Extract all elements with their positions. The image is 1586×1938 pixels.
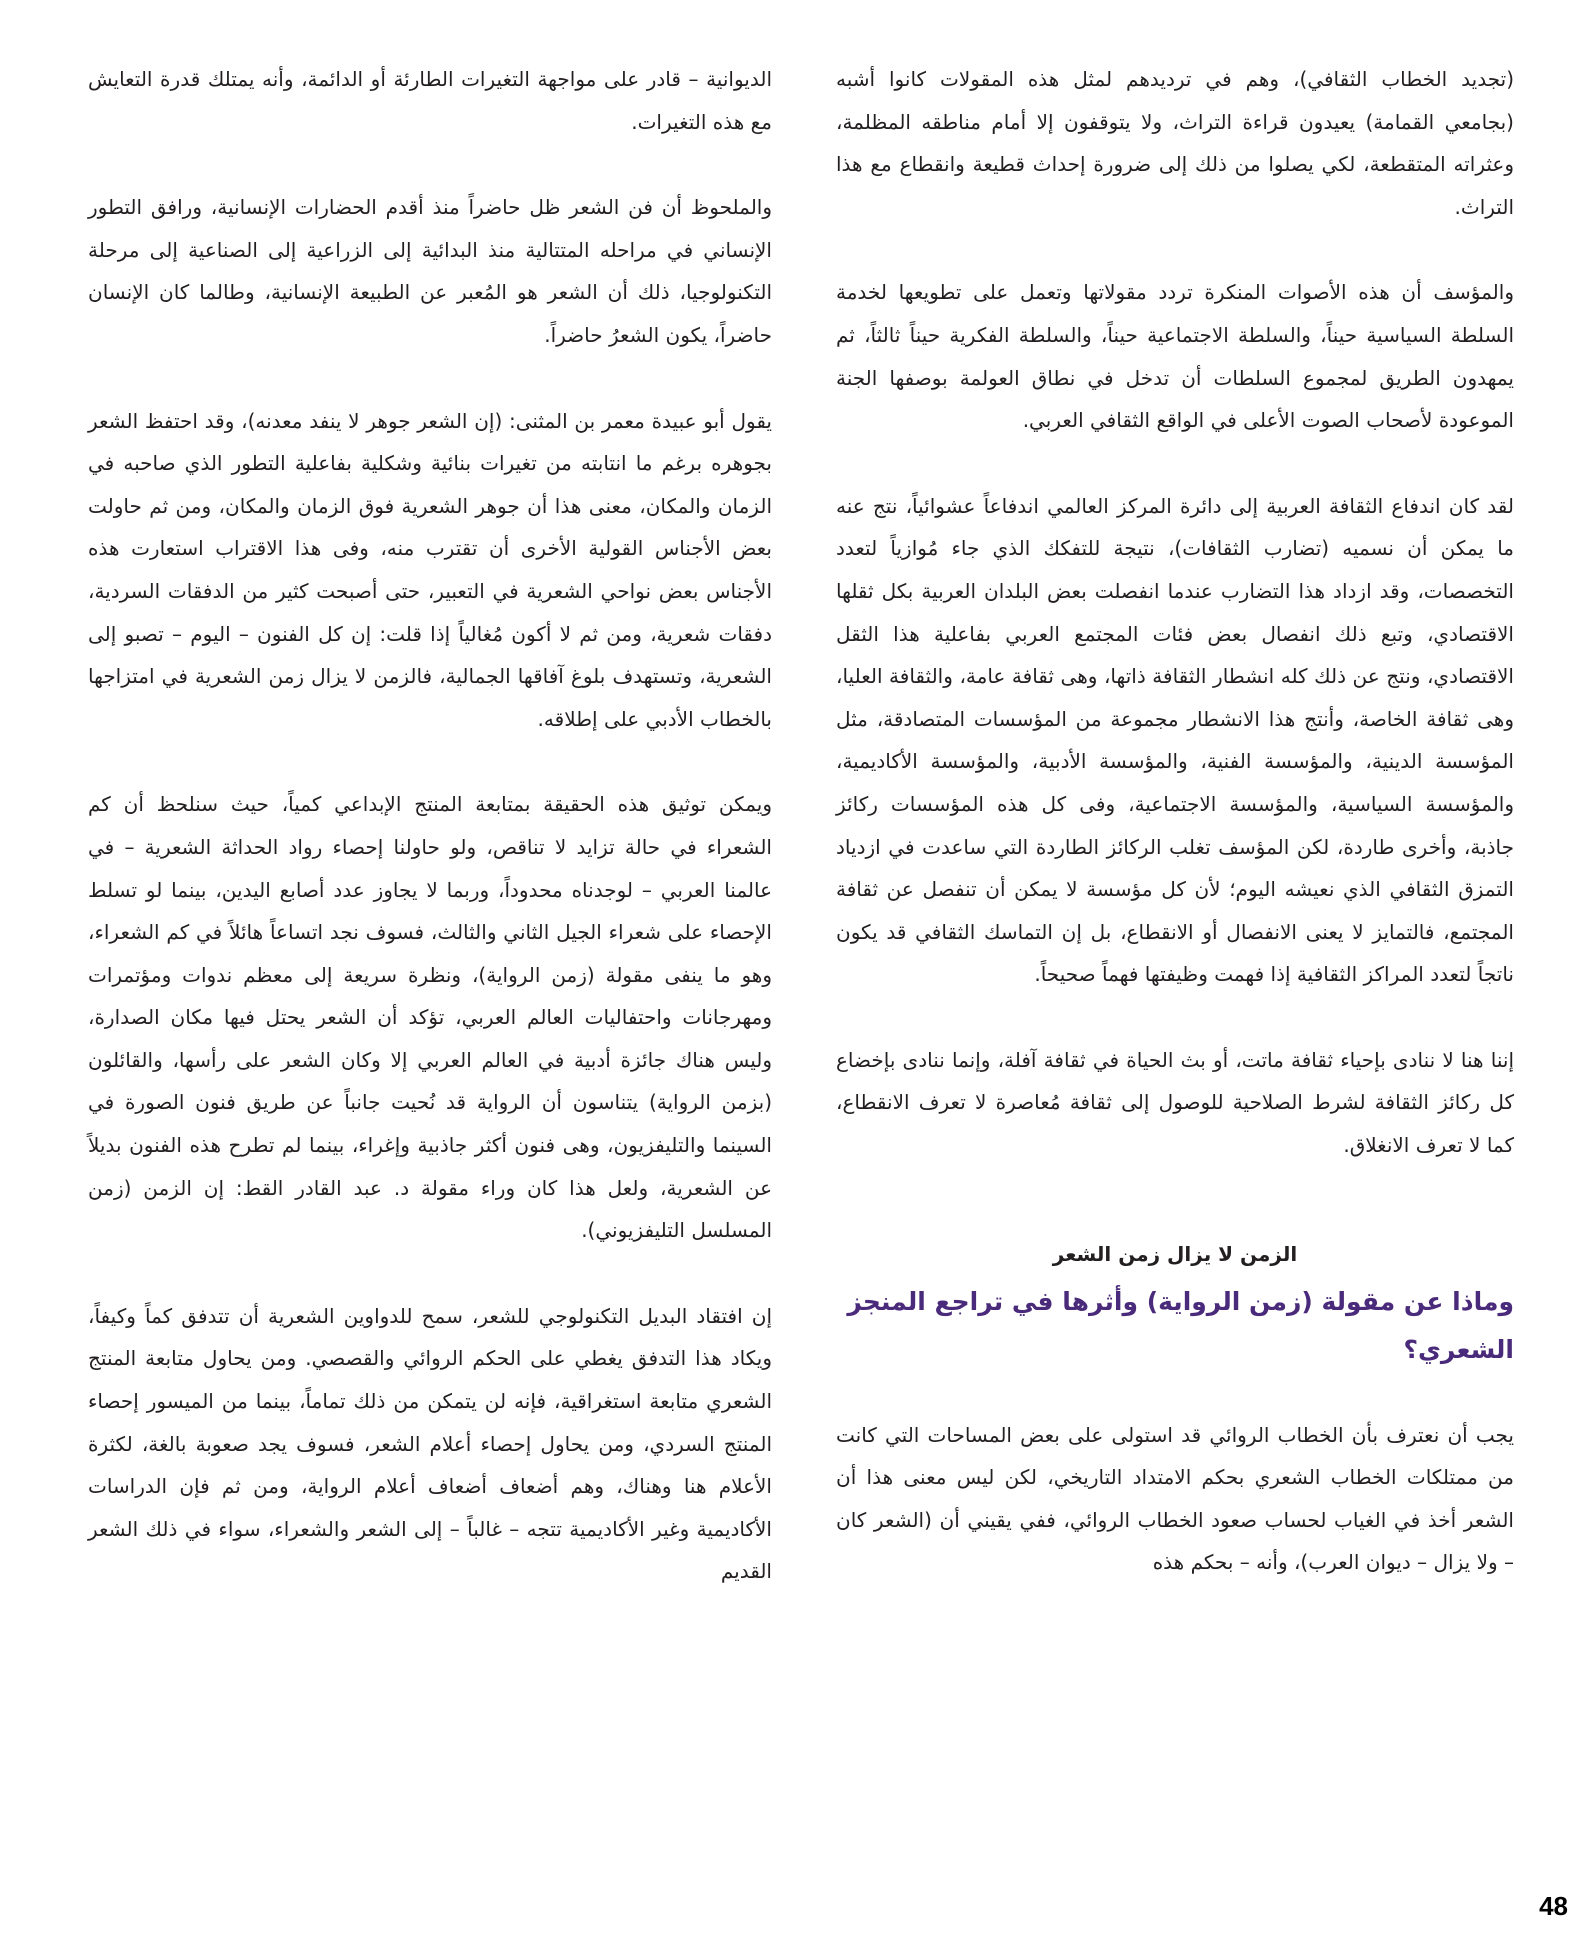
section-heading: وماذا عن مقولة (زمن الرواية) وأثرها في تراجع المنجز الشعري؟ [847, 1286, 1514, 1364]
section-label: الزمن لا يزال زمن الشعر [1052, 1241, 1298, 1266]
left-column [88, 58, 772, 1636]
left-paragraph-3: يقول أبو عبيدة معمر بن المثنى: (إن الشعر جوهر لا ينفد معدنه)، وقد احتفظ الشعر بجوهره برغم ما انتابته من تغيرات بنائية وشكلية بفاعلية التطور الذي صاحبه في الزمان والمكان، معنى هذا أن جوهر الشعرية فوق الزمان والمكان، ومن ثم حاولت بعض الأجناس القولية الأخرى أن تقترب منه، وفى هذا الاقتراب استعارت هذه الأجناس بعض نواحي الشعرية في التعبير، حتى أصبحت كثير من الدفقات السردية، دفقات شعرية، ومن ثم لا أكون مُغالياً إذا قلت: إن كل الفنون – اليوم – تصبو إلى الشعرية، وتستهدف بلوغ آفاقها الجمالية، فالزمن لا يزال زمن الشعرية في امتزاجها بالخطاب الأدبي على إطلاقه. [88, 408, 772, 731]
right-column [836, 58, 1514, 1627]
left-paragraph-5: إن افتقاد البديل التكنولوجي للشعر، سمح للدواوين الشعرية أن تتدفق كماً وكيفاً، ويكاد هذا التدفق يغطي على الحكم الروائي والقصصي. ومن يحاول متابعة المنتج الشعري متابعة استغراقية، فإنه لن يتمكن من ذلك تماماً، بينما من الميسور إحصاء المنتج السردي، ومن يحاول إحصاء أعلام الشعر، فسوف يجد صعوبة بالغة، لكثرة الأعلام هنا وهناك، وهم أضعاف أضعاف أعلام الرواية، ومن ثم فإن الدراسات الأكاديمية وغير الأكاديمية تتجه – غالباً – إلى الشعر والشعراء، سواء في ذلك الشعر القديم [88, 1303, 772, 1584]
right-closing-paragraph: يجب أن نعترف بأن الخطاب الروائي قد استولى على بعض المساحات التي كانت من ممتلكات الخطاب الشعري بحكم الامتداد التاريخي، لكن ليس معنى هذا أن الشعر أخذ في الغياب لحساب صعود الخطاب الروائي، ففي يقيني أن (الشعر كان – ولا يزال – ديوان العرب)، وأنه – بحكم هذه [836, 1422, 1514, 1575]
left-paragraph-1: الديوانية – قادر على مواجهة التغيرات الطارئة أو الدائمة، وأنه يمتلك قدرة التعايش مع هذه التغيرات. [88, 67, 772, 134]
left-paragraph-2: والملحوظ أن فن الشعر ظل حاضراً منذ أقدم الحضارات الإنسانية، ورافق التطور الإنساني في مراحله المتتالية منذ البدائية إلى الزراعية إلى الصناعية إلى مرحلة التكنولوجيا، ذلك أن الشعر هو المُعبر عن الطبيعة الإنسانية، وطالما كان الإنسان حاضراً، يكون الشعرُ حاضراً. [88, 195, 772, 347]
left-paragraph-4: ويمكن توثيق هذه الحقيقة بمتابعة المنتج الإبداعي كمياً، حيث سنلحظ أن كم الشعراء في حالة تزايد لا تناقص، ولو حاولنا إحصاء رواد الحداثة الشعرية – في عالمنا العربي – لوجدناه محدوداً، وربما لا يجاوز عدد أصابع اليدين، بينما لو تسلط الإحصاء على شعراء الجيل الثاني والثالث، فسوف نجد اتساعاً هائلاً في كم الشعراء، وهو ما ينفى مقولة (زمن الرواية)، ونظرة سريعة إلى معظم ندوات ومؤتمرات ومهرجانات واحتفاليات العالم العربي، تؤكد أن الشعر يحتل فيها مكان الصدارة، وليس هناك جائزة أدبية في العالم العربي إلا وكان الشعر على رأسها، والقائلون (بزمن الرواية) يتناسون أن الرواية قد نُحيت جانباً عن طريق فنون الصورة في السينما والتليفزيون، وهى فنون أكثر جاذبية وإغراء، بينما لم تطرح هذه الفنون بديلاً عن الشعرية، ولعل هذا كان وراء مقولة د. عبد القادر القط: إن الزمن (زمن المسلسل التليفزيوني). [88, 792, 772, 1243]
right-paragraph-3: لقد كان اندفاع الثقافة العربية إلى دائرة المركز العالمي اندفاعاً عشوائياً، نتج عنه ما يمكن أن نسميه (تضارب الثقافات)، نتيجة للتفكك الذي جاء مُوازياً لتعدد التخصصات، وقد ازداد هذا التضارب عندما انفصلت بعض البلدان العربية بكل ثقلها الاقتصادي، وتبع ذلك انفصال بعض فئات المجتمع العربي بفاعلية هذا الثقل الاقتصادي، ونتج عن ذلك كله انشطار الثقافة ذاتها، وهى ثقافة عامة، والثقافة العليا، وهى ثقافة الخاصة، وأنتج هذا الانشطار مجموعة من المؤسسات المتصادقة، مثل المؤسسة الدينية، والمؤسسة الفنية، والمؤسسة الأدبية، والمؤسسة الأكاديمية، والمؤسسة السياسية، والمؤسسة الاجتماعية، وفى كل هذه المؤسسات ركائز جاذبة، وأخرى طاردة، لكن المؤسف تغلب الركائز الطاردة التي ساعدت في ازدياد التمزق الثقافي الذي نعيشه اليوم؛ لأن كل مؤسسة لا يمكن أن تنفصل عن ثقافة المجتمع، فالتمايز لا يعنى الانفصال أو الانقطاع، بل إن التماسك الثقافي قد يكون ناتجاً لتعدد المراكز الثقافية إذا فهمت وظيفتها فهماً صحيحاً. [836, 493, 1514, 987]
right-paragraph-4: إننا هنا لا ننادى بإحياء ثقافة ماتت، أو بث الحياة في ثقافة آفلة، وإنما ننادى بإخضاع كل ركائز الثقافة لشرط الصلاحية للوصول إلى ثقافة مُعاصرة لا تعرف الانقطاع، كما لا تعرف الانغلاق. [836, 1047, 1514, 1158]
page-number: 48 [1539, 1891, 1568, 1921]
right-paragraph-1: (تجديد الخطاب الثقافي)، وهم في ترديدهم لمثل هذه المقولات كانوا أشبه (بجامعي القمامة) يعيدون قراءة التراث، ولا يتوقفون إلا أمام مناطقه المظلمة، وعثراته المتقطعة، لكي يصلوا من ذلك إلى ضرورة إحداث قطيعة وانقطاع مع هذا التراث. [836, 67, 1514, 219]
right-paragraph-2: والمؤسف أن هذه الأصوات المنكرة تردد مقولاتها وتعمل على تطويعها لخدمة السلطة السياسية حيناً، والسلطة الاجتماعية حيناً، والسلطة الفكرية حيناً ثالثاً، ثم يمهدون الطريق لمجموع السلطات أن تدخل في نطاق العولمة بوصفها الجنة الموعودة لأصحاب الصوت الأعلى في الواقع الثقافي العربي. [836, 280, 1514, 433]
